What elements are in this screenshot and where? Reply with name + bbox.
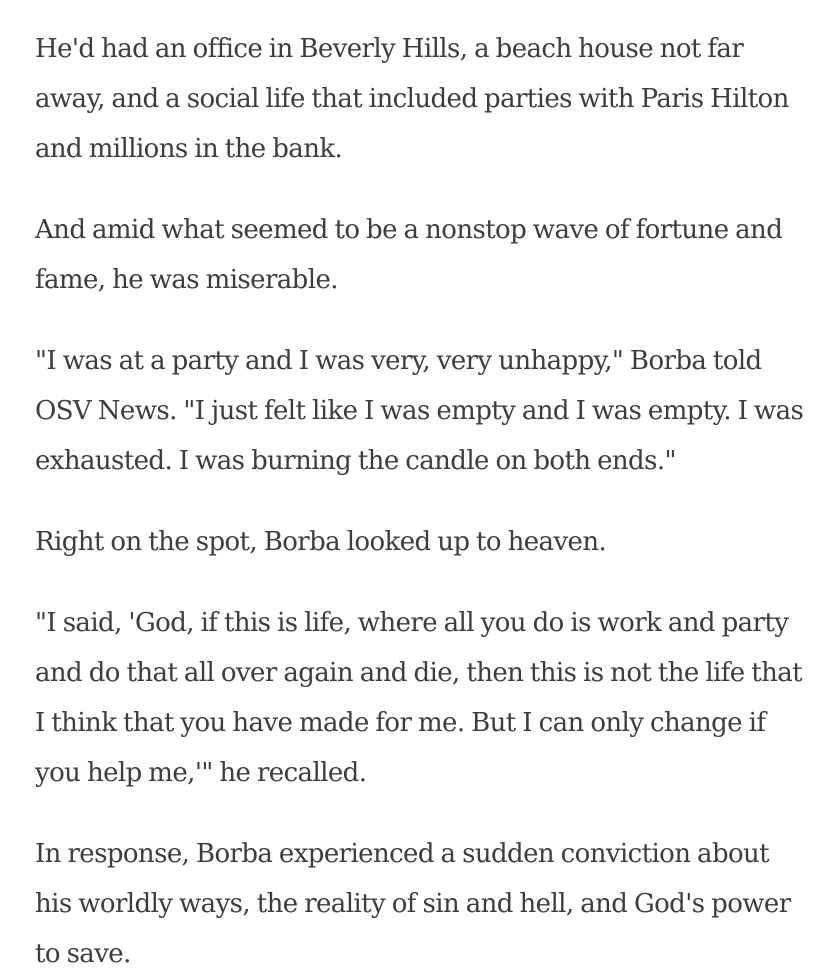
- article-paragraph-2: And amid what seemed to be a nonstop wave of fortune and fame, he was miserable.: [35, 215, 783, 295]
- article-paragraph-6: In response, Borba experienced a sudden conviction about his worldly ways, the reality of sin and hell, and God's power to save.: [35, 839, 791, 969]
- article-paragraph-5: "I said, 'God, if this is life, where all you do is work and party and do that all over again and die, then this is not the life that I think that you have made for me. But I can only change if you help me,'" he recalled.: [35, 608, 802, 788]
- article-paragraph-3: "I was at a party and I was very, very unhappy," Borba told OSV News. "I just felt like I was empty and I was empty. I was exhausted. I was burning the candle on both ends.": [35, 346, 804, 476]
- article-body: [35, 24, 805, 979]
- article-paragraph-1: He'd had an office in Beverly Hills, a beach house not far away, and a social life that included parties with Paris Hilton and millions in the bank.: [35, 34, 789, 164]
- article-paragraph-4: Right on the spot, Borba looked up to heaven.: [35, 527, 607, 557]
